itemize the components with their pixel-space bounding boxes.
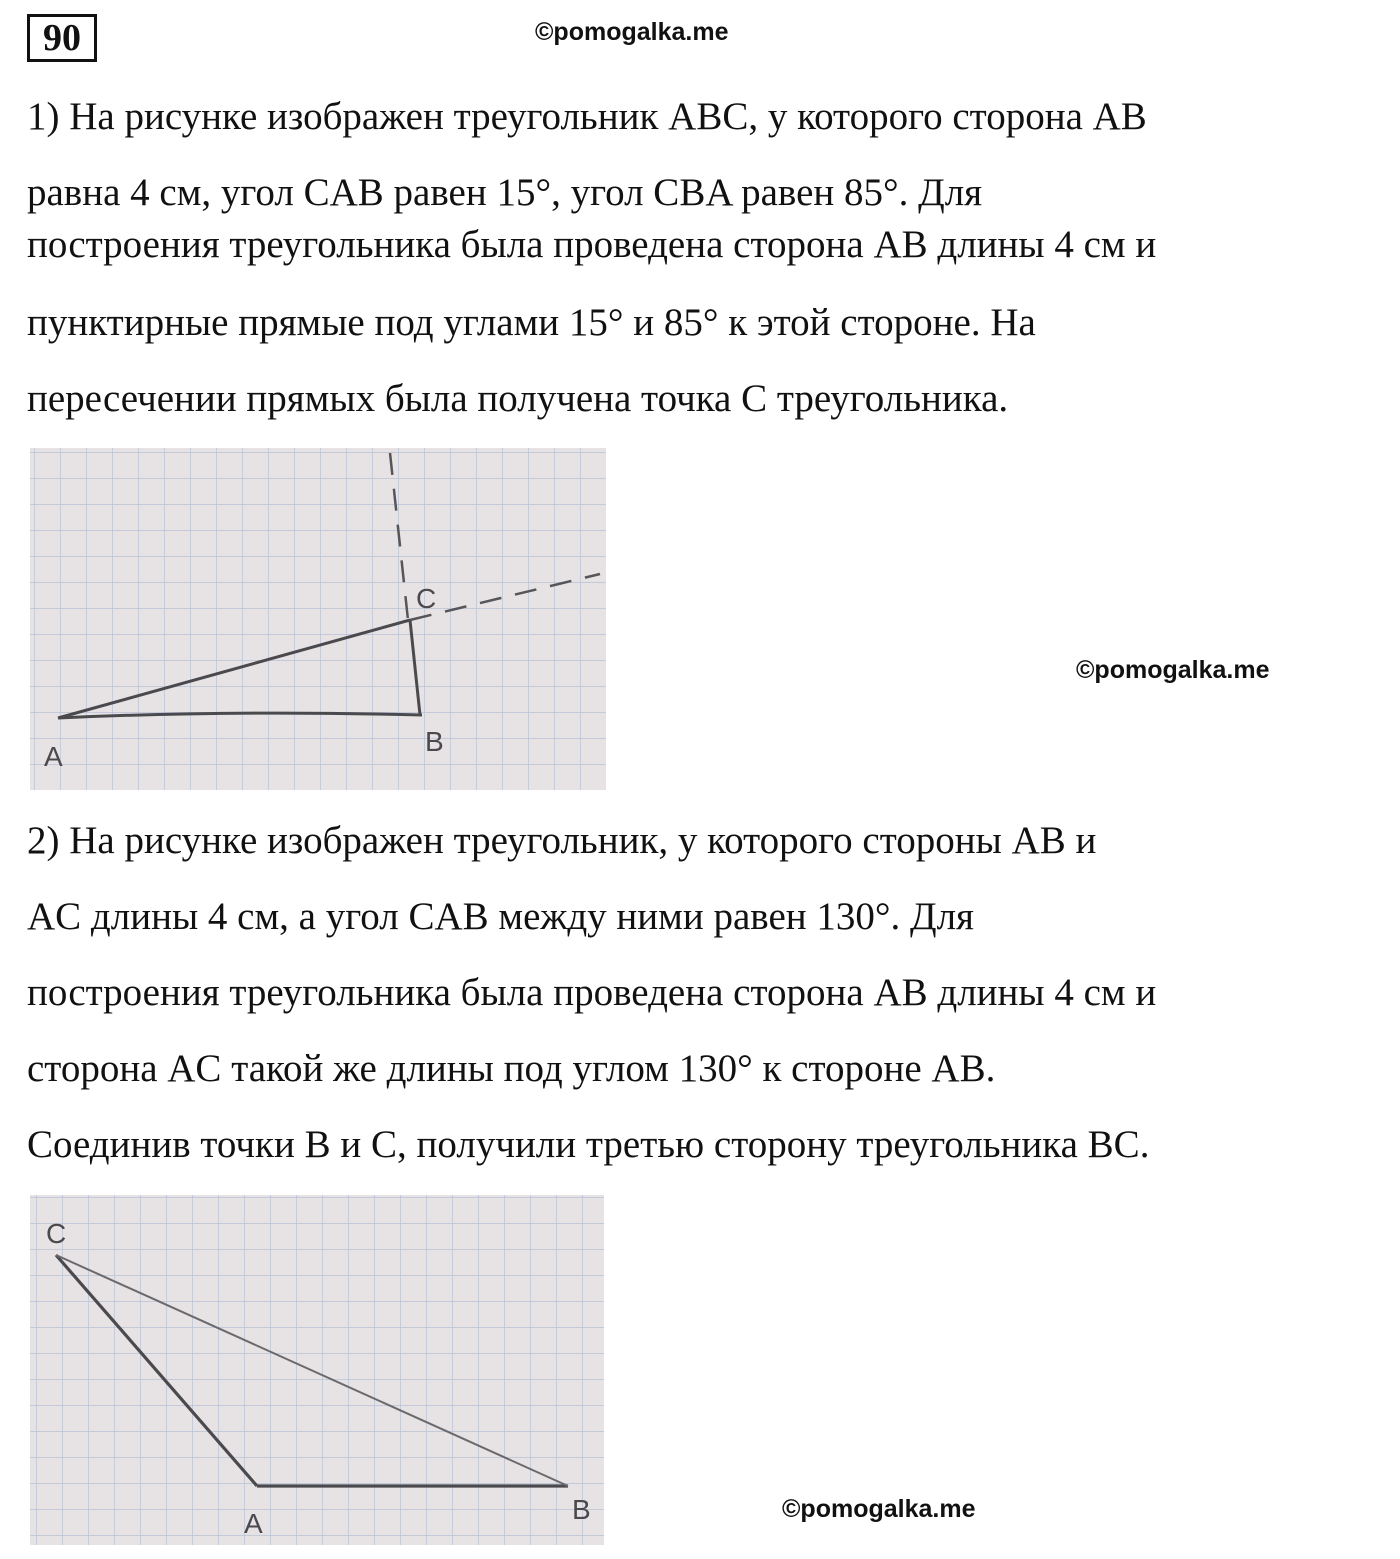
part1-line: пунктирные прямые под углами 15° и 85° к этой стороне. На	[27, 301, 1036, 344]
vertex-label-b: B	[425, 726, 444, 757]
watermark-top: ©pomogalka.me	[535, 18, 729, 46]
vertex-label-a: A	[244, 1508, 263, 1539]
part2-line: AC длины 4 см, а угол CAB между ними равен 130°. Для	[27, 895, 974, 938]
vertex-label-b: B	[572, 1494, 591, 1525]
triangle-figure-2	[30, 1195, 604, 1545]
triangle-figure-1	[30, 448, 606, 790]
part2-line: 2) На рисунке изображен треугольник, у которого стороны AB и	[27, 819, 1097, 862]
part2-line: Соединив точки B и C, получили третью сторону треугольника BC.	[27, 1123, 1150, 1166]
part1-line: равна 4 см, угол CAB равен 15°, угол CBA равен 85°. Для	[27, 171, 983, 214]
part2-line: построения треугольника была проведена сторона AB длины 4 см и	[27, 971, 1157, 1014]
watermark-bottom: ©pomogalka.me	[782, 1495, 976, 1523]
vertex-label-c: C	[416, 583, 437, 614]
vertex-label-c: C	[46, 1218, 67, 1249]
task-number: 90	[27, 14, 97, 62]
grid-lines	[30, 1195, 604, 1545]
part1-line: пересечении прямых была получена точка С треугольника.	[27, 377, 1009, 420]
part1-line: построения треугольника была проведена сторона AB длины 4 см и	[27, 223, 1157, 266]
part1-line: 1) На рисунке изображен треугольник ABC, у которого сторона AB	[27, 95, 1147, 138]
watermark-middle: ©pomogalka.me	[1076, 656, 1270, 684]
vertex-label-a: A	[44, 741, 63, 772]
part2-line: сторона AC такой же длины под углом 130° к стороне AB.	[27, 1047, 996, 1090]
grid-lines	[30, 448, 606, 790]
